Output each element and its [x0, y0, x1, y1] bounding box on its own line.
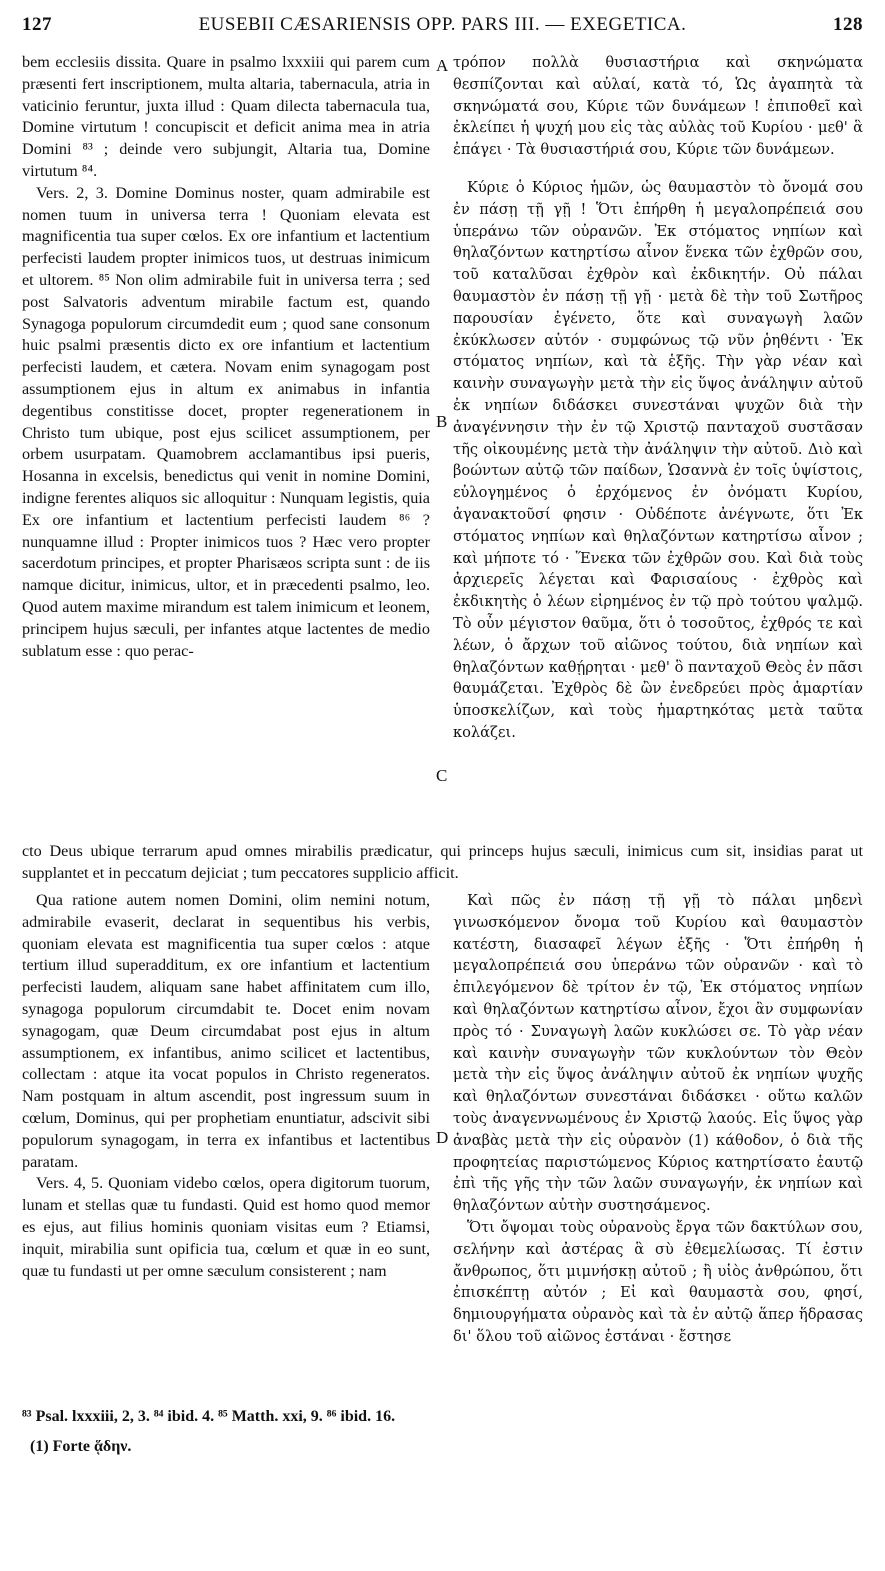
- greek-column-lower: [453, 890, 863, 1348]
- running-title: EUSEBII CÆSARIENSIS OPP. PARS III. — EXEGETICA.: [198, 14, 687, 35]
- margin-letter-d: D: [436, 1128, 449, 1147]
- page-number-right: 128: [833, 14, 863, 35]
- greek-paragraph-4: Ὅτι ὄψομαι τοὺς οὐρανοὺς ἔργα τῶν δακτύλων σου, σελήνην καὶ ἀστέρας ἃ σὺ ἐθεμελίωσας. Τί ἐστιν ἄνθρωπος, ὅτι μιμνήσκῃ αὐτοῦ ; ἢ υἱὸς ἀνθρώπου, ὅτι ἐπισκέπτῃ αὐτόν ; Εἰ καὶ θαυμαστὰ σου, φησί, δημιουργήματα οὐρανὸς καὶ τὰ ἐν αὐτῷ ἅπερ ἥδρασας δι' ὅλου τοῦ αἰῶνος ἑστάναι · ἔστησε: [453, 1218, 863, 1345]
- spanning-text: cto Deus ubique terrarum apud omnes mirabilis prædicatur, qui princeps hujus sæculi, inimicus cum sit, insidias parat ut supplantet et in peccatum dejiciat ; tum peccatores supplicio afficit.: [22, 842, 863, 882]
- greek-paragraph-2: Κύριε ὁ Κύριος ἡμῶν, ὡς θαυμαστὸν τὸ ὄνομά σου ἐν πάσῃ τῇ γῇ ! Ὅτι ἐπήρθη ἡ μεγαλοπρέπειά σου ὑπεράνω τῶν οὐρανῶν. Ἐκ στόματος νηπίων καὶ θηλαζόντων κατηρτίσω αἶνον ἕνεκα τῶν ἐχθρῶν σου, τοῦ καταλῦσαι ἐχθρὸν καὶ ἐκδικητήν. Οὐ πάλαι θαυμαστὸν ἐν πάσῃ τῇ γῇ · μετὰ δὲ τὴν τοῦ Σωτῆρος παρουσίαν ἐγένετο, ὅτε καὶ συναγωγὴ λαῶν ἐκύκλωσεν αὐτόν · συμφώνως τῷ νῦν ῥηθέντι · Ἐκ στόματος νηπίων, καὶ τὰ ἑξῆς. Τὴν γὰρ νέαν καὶ καινὴν συναγωγὴν μετὰ τὴν εἰς ὕψος ἀνάληψιν αὐτοῦ ἐκ νηπίων διδάσκει συνεστάναι ψυχῶν διὰ τὴν ἀναγέννησιν τὴν ἐν τῷ Χριστῷ πανταχοῦ συστᾶσαν τῆς οἰκουμένης μετὰ τὴν ἀνάληψιν τὴν αὐτοῦ. Διὸ καὶ βοώντων αὐτῷ τῶν παίδων, Ὡσαννὰ ἐν τοῖς ὑψίστοις, εὐλογημένος ὁ ἐρχόμενος ἐν ὀνόματι Κυρίου, ἀγανακτοῦσί φησιν · Οὐδέποτε ἀνέγνωτε, ὅτι Ἐκ στόματος νηπίων καὶ θηλαζόντων κατηρτίσω αἶνον ; καὶ μήποτε τό · Ἕνεκα τῶν ἐχθρῶν σου. Καὶ διὰ τοὺς ἀρχιερεῖς λέγεται καὶ Φαρισαίους · ἐχθρὸς καὶ ἐκδικητὴς ὁ λέων εἰρημένος ἐν τῷ πρὸ τούτου ψαλμῷ. Τὸ οὖν μέγιστον θαῦμα, ὅτι ὁ τοσοῦτος, ἐχθρός τε καὶ λέων, ὁ ἄρχων τοῦ αἰῶνος τούτου, διὰ νηπίων καὶ θηλαζόντων καθῄρηται · μεθ' ὃ πανταχοῦ Θεὸς ἐν πᾶσι θαυμάζεται. Ἐχθρὸς δὲ ὢν ἐνεδρεύει πρὸς ἁμαρτίαν ὑποσκελίζων, καὶ τοὺς ἡμαρτηκότας μετὰ ταῦτα κολάζει.: [453, 178, 863, 741]
- latin-paragraph-3: Qua ratione autem nomen Domini, olim nemini notum, admirabile evaserit, declarat in sequentibus his verbis, quoniam elevata est magnificentia tua super cœlos : atque tertium illud superadditum, ex ore infantium et lactentium perfecisti laudem, aliquam sane habet affinitatem cum illo, synagoga populorum circumdabit te. Docet enim novam synagogam, quæ Deum circumdabat post ejus in altum assumptionem, ex infantibus, animo scilicet et lactentibus, collectam : atque ita vocat populos in Christo regeneratos. Nam postquam in altum ascendit, post ingressum suum in cœlum, Dominus, qui per prophetiam enuntiatur, adscivit sibi populorum synagogam, in terra ex infantibus et lactentibus paratam.: [22, 891, 430, 1171]
- latin-column-lower: [22, 890, 430, 1282]
- margin-letter-b: B: [436, 412, 448, 431]
- margin-letter-a: A: [436, 56, 449, 75]
- latin-column: [22, 52, 430, 662]
- page-number-left: 127: [22, 14, 52, 35]
- greek-paragraph-1: τρόπον πολλὰ θυσιαστήρια καὶ σκηνώματα θεσπίζονται καὶ αὐλαί, κατὰ τό, Ὡς ἀγαπητὰ τὰ σκηνώματά σου, Κύριε τῶν δυνάμεων ! ἐπιποθεῖ καὶ ἐκλείπει ἡ ψυχή μου εἰς τὰς αὐλὰς τοῦ Κυρίου · μεθ' ἃ ἐπάγει · Τὰ θυσιαστήριά σου, Κύριε τῶν δυνάμεων.: [453, 54, 863, 159]
- greek-paragraph-3: Καὶ πῶς ἐν πάσῃ τῇ γῇ τὸ πάλαι μηδενὶ γινωσκόμενον ὄνομα τοῦ Κυρίου καὶ θαυμαστὸν κατέστη, διασαφεῖ λέγων ἑξῆς · Ὅτι ἐπήρθη ἡ μεγαλοπρέπειά σου ὑπεράνω τῶν οὐρανῶν · καὶ τὸ ἐπιλεγόμενον δὲ τρίτον ἐν τῷ, Ἐκ στόματος νηπίων καὶ θηλαζόντων κατηρτίσω αἶνον, ἔχοι ἂν συμφωνίαν πρὸς τό · Συναγωγὴ λαῶν κυκλώσει σε. Τὸ γὰρ νέαν καὶ καινὴν συναγωγὴν τῶν κυκλούντων τὸν Θεὸν μετὰ τὴν εἰς ὕψος ἀνάληψιν αὐτοῦ ἐκ νηπίων ψυχῆς καὶ θηλαζόντων συνεστάναι διδάσκει · οὕτω καλῶν τοὺς ἀναγεννωμένους ἐν Χριστῷ λαούς. Εἰς ὕψος γὰρ ἀναβὰς μετὰ τὴν εἰς οὐρανὸν (1) κάθοδον, ὁ διὰ τῆς προφητείας παριστώμενος Κύριος κατηρτίσατο ἑαυτῷ ἐπὶ τῆς γῆς τὴν τῶν λαῶν συναγωγήν, ἐκ νηπίων καὶ θηλαζόντων αὐτὴν συστησάμενος.: [453, 892, 863, 1215]
- margin-letter-c: C: [436, 766, 448, 785]
- greek-column: [453, 52, 863, 744]
- footnotes: ⁸³ Psal. lxxxiii, 2, 3. ⁸⁴ ibid. 4. ⁸⁵ Matth. xxi, 9. ⁸⁶ ibid. 16.: [22, 1408, 396, 1425]
- footnote-greek: (1) Forte ᾅδην.: [30, 1438, 132, 1455]
- running-header: [22, 14, 863, 40]
- latin-paragraph-4: Vers. 4, 5. Quoniam videbo cœlos, opera digitorum tuorum, lunam et stellas quæ tu fundasti. Quid est homo quod memor es ejus, aut filius hominis quoniam visitas eum ? Etiamsi, inquit, mirabilia sunt opificia tua, cœlum et quæ in eo sunt, quæ tu fundasti ut per omne sæculum consisterent ; nam: [22, 1174, 430, 1280]
- latin-paragraph-2: Vers. 2, 3. Domine Dominus noster, quam admirabile est nomen tuum in universa terra ! Quoniam elevata est magnificentia tua super cœlos. Ex ore infantium et lactentium perfecisti laudem propter inimicos tuos, ut destruas inimicum et ultorem. ⁸⁵ Non olim admirabile fuit in universa terra ; sed post Salvatoris adventum mirabile factum est, quando Synagoga populorum circumdedit eum ; quod sane consonum huic psalmi præsentis dicto ex ore infantium et lactentium perfecisti laudem, et cætera. Novam enim synagogam post assumptionem ejus in altum ex animabus in infantia degentibus constitisse docet, propter regenerationem in Christo tum ubique, post ejus scilicet assumptionem, per orbem usurpatam. Quamobrem acclamantibus ipsi pueris, Hosanna in excelsis, benedictus qui venit in nomine Domini, indigne ferentes aliquos sic alloquitur : Nunquam legistis, quia Ex ore infantium et lactentium perfecisti laudem ⁸⁶ ? nunquamne illud : Propter inimicos tuos ? Hæc vero propter sacerdotum principes, et propter Pharisæos scripta sunt : de iis namque dicitur, inimicus, ultor, et in præcedenti psalmo, leo. Quod autem maxime mirandum est talem inimicum et leonem, principem hujus sæculi, per infantes atque lactentes de medio sublatum esse : quo perac-: [22, 183, 430, 660]
- latin-paragraph-1: bem ecclesiis dissita. Quare in psalmo lxxxiii qui parem cum præsenti fert inscriptionem, multa altaria, tabernacula, atria in vaticinio feruntur, juxta illud : Quam dilecta tabernacula tua, Domine virtutum ! concupiscit et deficit anima mea in atria Domini ⁸³ ; deinde vero subjungit, Altaria tua, Domine virtutum ⁸⁴.: [22, 53, 430, 180]
